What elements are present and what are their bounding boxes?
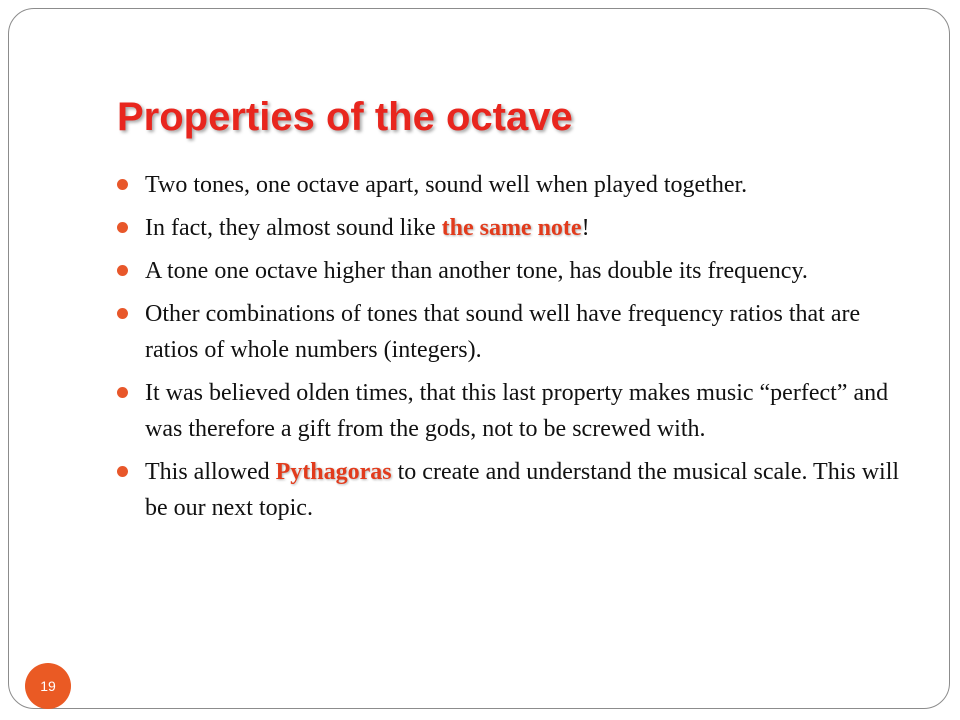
bullet-text-before: This allowed [145,459,276,485]
bullet-text-after: to create and understand the musical scale. This will be our next topic. [145,459,900,521]
bullet-item [117,375,917,447]
highlight-same-note: the same note [441,215,582,241]
bullet-text-after: ! [581,215,590,241]
bullet-text: It was believed olden times, that this last property makes music “perfect” and was therefore a gift from the gods, not to be screwed with. [145,380,889,442]
bullet-dot-icon [117,179,128,190]
bullet-item [117,167,917,203]
page-number-badge: 19 [25,663,71,709]
bullet-text: Other combinations of tones that sound well have frequency ratios that are ratios of whole numbers (integers). [145,301,861,363]
bullet-dot-icon [117,387,128,398]
bullet-text-before: In fact, they almost sound like [145,215,442,241]
highlight-pythagoras: Pythagoras [275,459,392,485]
slide-frame [8,8,950,709]
bullet-item [117,454,917,526]
bullet-dot-icon [117,466,128,477]
bullet-item [117,210,917,246]
bullet-dot-icon [117,308,128,319]
bullet-text: A tone one octave higher than another tone, has double its frequency. [145,258,808,284]
bullet-item [117,296,917,368]
bullet-list [117,167,917,533]
slide-title: Properties of the octave [117,95,573,139]
bullet-dot-icon [117,222,128,233]
bullet-text: Two tones, one octave apart, sound well when played together. [145,172,748,198]
bullet-item [117,253,917,289]
bullet-dot-icon [117,265,128,276]
